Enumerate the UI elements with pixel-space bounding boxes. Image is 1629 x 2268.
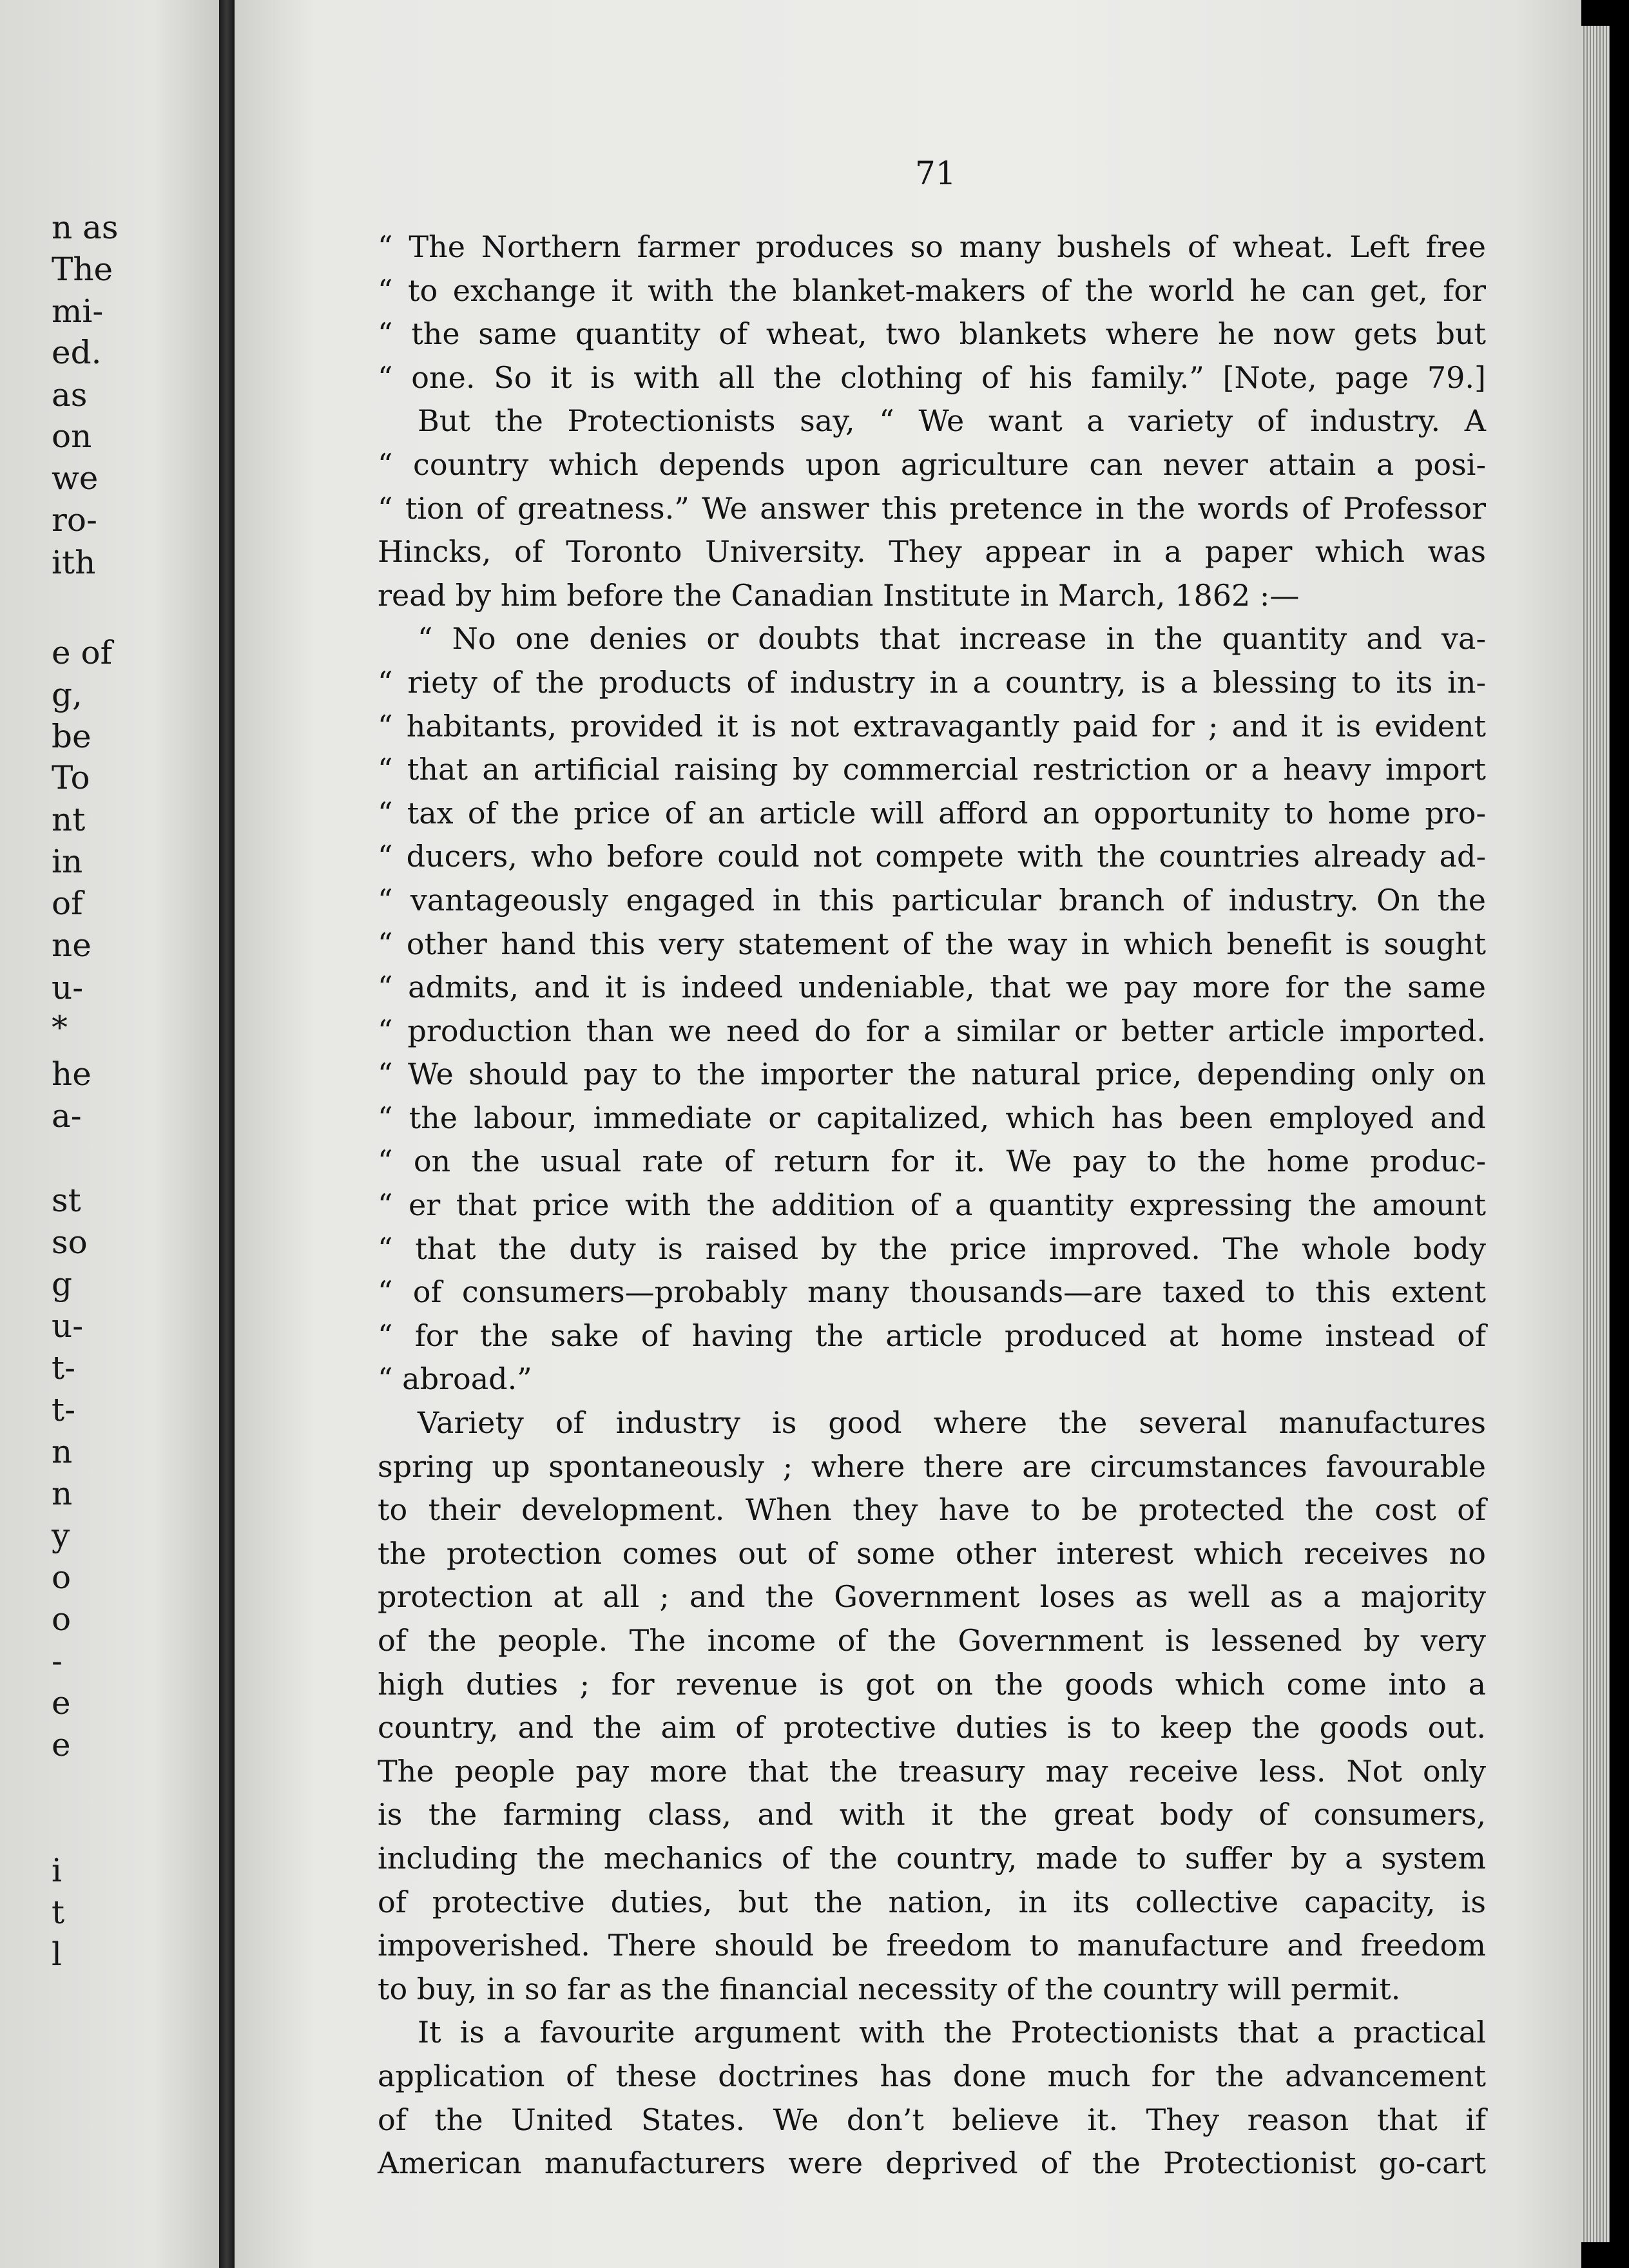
text-line: “ one. So it is with all the clothing of his family.” [Note, page 79.] xyxy=(378,360,1486,395)
text-line: “ riety of the products of industry in a country, is a blessing to its in- xyxy=(378,664,1486,700)
left-fragment: he xyxy=(52,1055,92,1093)
text-line: of protective duties, but the nation, in its collective capacity, is xyxy=(378,1884,1486,1919)
left-fragment: t- xyxy=(52,1349,75,1387)
text-line: “ vantageously engaged in this particular branch of industry. On the xyxy=(378,882,1486,918)
left-fragment: be xyxy=(52,718,92,755)
text-line: to buy, in so far as the financial necessity of the country will permit. xyxy=(378,1971,1401,2006)
left-fragment: u- xyxy=(52,1307,84,1345)
left-fragment: g, xyxy=(52,676,82,713)
text-line: “ abroad.” xyxy=(378,1361,532,1397)
left-fragment: so xyxy=(52,1224,88,1261)
text-line: “ of consumers—probably many thousands—are taxed to this extent xyxy=(378,1274,1486,1310)
left-page-text-fragments xyxy=(0,0,219,2268)
text-line: “ tax of the price of an article will afford an opportunity to home pro- xyxy=(378,795,1486,831)
text-line: spring up spontaneously ; where there are circumstances favourable xyxy=(378,1448,1486,1484)
text-line: Hincks, of Toronto University. They appear in a paper which was xyxy=(378,534,1486,570)
text-line: “ other hand this very statement of the way in which benefit is sought xyxy=(378,926,1486,961)
text-line: “ The Northern farmer produces so many bushels of wheat. Left free xyxy=(378,229,1486,264)
left-fragment: n as xyxy=(52,209,119,246)
left-fragment: e xyxy=(52,1684,71,1722)
book-gutter xyxy=(219,0,235,2268)
text-line: impoverished. There should be freedom to manufacture and freedom xyxy=(378,1928,1486,1963)
text-line: “ country which depends upon agriculture can never attain a posi- xyxy=(378,447,1486,482)
text-line: But the Protectionists say, “ We want a variety of industry. A xyxy=(418,403,1486,439)
text-line: “ to exchange it with the blanket-makers of the world he can get, for xyxy=(378,273,1486,308)
text-line: including the mechanics of the country, made to suffer by a system xyxy=(378,1840,1486,1876)
text-line: read by him before the Canadian Institute in March, 1862 :— xyxy=(378,577,1300,613)
left-fragment: in xyxy=(52,843,83,880)
text-line: country, and the aim of protective duties is to keep the goods out. xyxy=(378,1710,1486,1745)
left-fragment: l xyxy=(52,1936,62,1973)
left-fragment: mi- xyxy=(52,293,104,330)
text-line: application of these doctrines has done much for the advancement xyxy=(378,2058,1486,2093)
text-line: “ that the duty is raised by the price improved. The whole body xyxy=(378,1231,1486,1266)
text-line: high duties ; for revenue is got on the goods which come into a xyxy=(378,1666,1486,1702)
text-line: “ on the usual rate of return for it. We pay to the home produc- xyxy=(378,1144,1486,1179)
left-fragment: - xyxy=(52,1642,63,1680)
left-facing-page xyxy=(0,0,219,2268)
text-line: “ admits, and it is indeed undeniable, that we pay more for the same xyxy=(378,970,1486,1005)
text-line: American manufacturers were deprived of the Protectionist go-cart xyxy=(378,2146,1486,2181)
left-fragment: u- xyxy=(52,969,84,1006)
text-line: to their development. When they have to be protected the cost of xyxy=(378,1492,1486,1528)
left-fragment: To xyxy=(52,759,90,796)
left-fragment: The xyxy=(52,251,113,288)
text-line: is the farming class, and with it the great body of consumers, xyxy=(378,1797,1486,1832)
left-fragment: a- xyxy=(52,1097,82,1135)
text-line: Variety of industry is good where the several manufactures xyxy=(418,1405,1486,1441)
left-fragment: o xyxy=(52,1600,72,1638)
text-line: “ ducers, who before could not compete with the countries already ad- xyxy=(378,839,1486,874)
left-fragment: * xyxy=(52,1009,68,1046)
text-line: “ the same quantity of wheat, two blankets where he now gets but xyxy=(378,316,1486,352)
left-fragment: o xyxy=(52,1559,72,1596)
left-fragment: st xyxy=(52,1182,81,1219)
left-fragment: t xyxy=(52,1894,65,1931)
body-text xyxy=(378,226,1486,2186)
text-line: “ that an artificial raising by commercial restriction or a heavy import xyxy=(378,752,1486,787)
text-line: “ tion of greatness.” We answer this pretence in the words of Professor xyxy=(378,490,1486,526)
text-line: It is a favourite argument with the Protectionists that a practical xyxy=(418,2015,1486,2050)
text-line: “ habitants, provided it is not extravagantly paid for ; and it is evident xyxy=(378,708,1486,744)
left-fragment: ne xyxy=(52,927,92,964)
left-fragment: ed. xyxy=(52,334,102,371)
left-fragment: on xyxy=(52,418,92,455)
page-edge-stack xyxy=(1581,26,1610,2242)
left-fragment: ith xyxy=(52,544,96,581)
text-line: “ the labour, immediate or capitalized, which has been employed and xyxy=(378,1100,1486,1135)
left-fragment: e xyxy=(52,1726,71,1763)
left-fragment: n xyxy=(52,1475,73,1512)
left-fragment: n xyxy=(52,1433,73,1470)
text-line: “ for the sake of having the article produced at home instead of xyxy=(378,1318,1486,1353)
left-fragment: e of xyxy=(52,634,113,671)
left-fragment: g xyxy=(52,1265,73,1303)
page-number: 71 xyxy=(915,155,956,192)
text-line: of the people. The income of the Government is lessened by very xyxy=(378,1623,1486,1658)
text-line: “ We should pay to the importer the natural price, depending only on xyxy=(378,1057,1486,1092)
left-fragment: as xyxy=(52,376,88,414)
text-line: of the United States. We don’t believe it. They reason that if xyxy=(378,2102,1486,2137)
left-fragment: of xyxy=(52,885,83,922)
left-fragment: nt xyxy=(52,801,86,838)
text-line: The people pay more that the treasury may receive less. Not only xyxy=(378,1753,1486,1789)
left-fragment: t- xyxy=(52,1391,75,1428)
left-fragment: y xyxy=(52,1517,70,1554)
text-line: “ production than we need do for a similar or better article imported. xyxy=(378,1013,1486,1048)
text-line: the protection comes out of some other interest which receives no xyxy=(378,1535,1486,1571)
left-fragment: we xyxy=(52,459,99,497)
text-line: protection at all ; and the Government loses as well as a majority xyxy=(378,1579,1486,1615)
left-fragment: ro- xyxy=(52,501,97,539)
text-line: “ No one denies or doubts that increase in the quantity and va- xyxy=(418,621,1486,657)
left-fragment: i xyxy=(52,1852,62,1889)
text-line: “ er that price with the addition of a quantity expressing the amount xyxy=(378,1187,1486,1223)
